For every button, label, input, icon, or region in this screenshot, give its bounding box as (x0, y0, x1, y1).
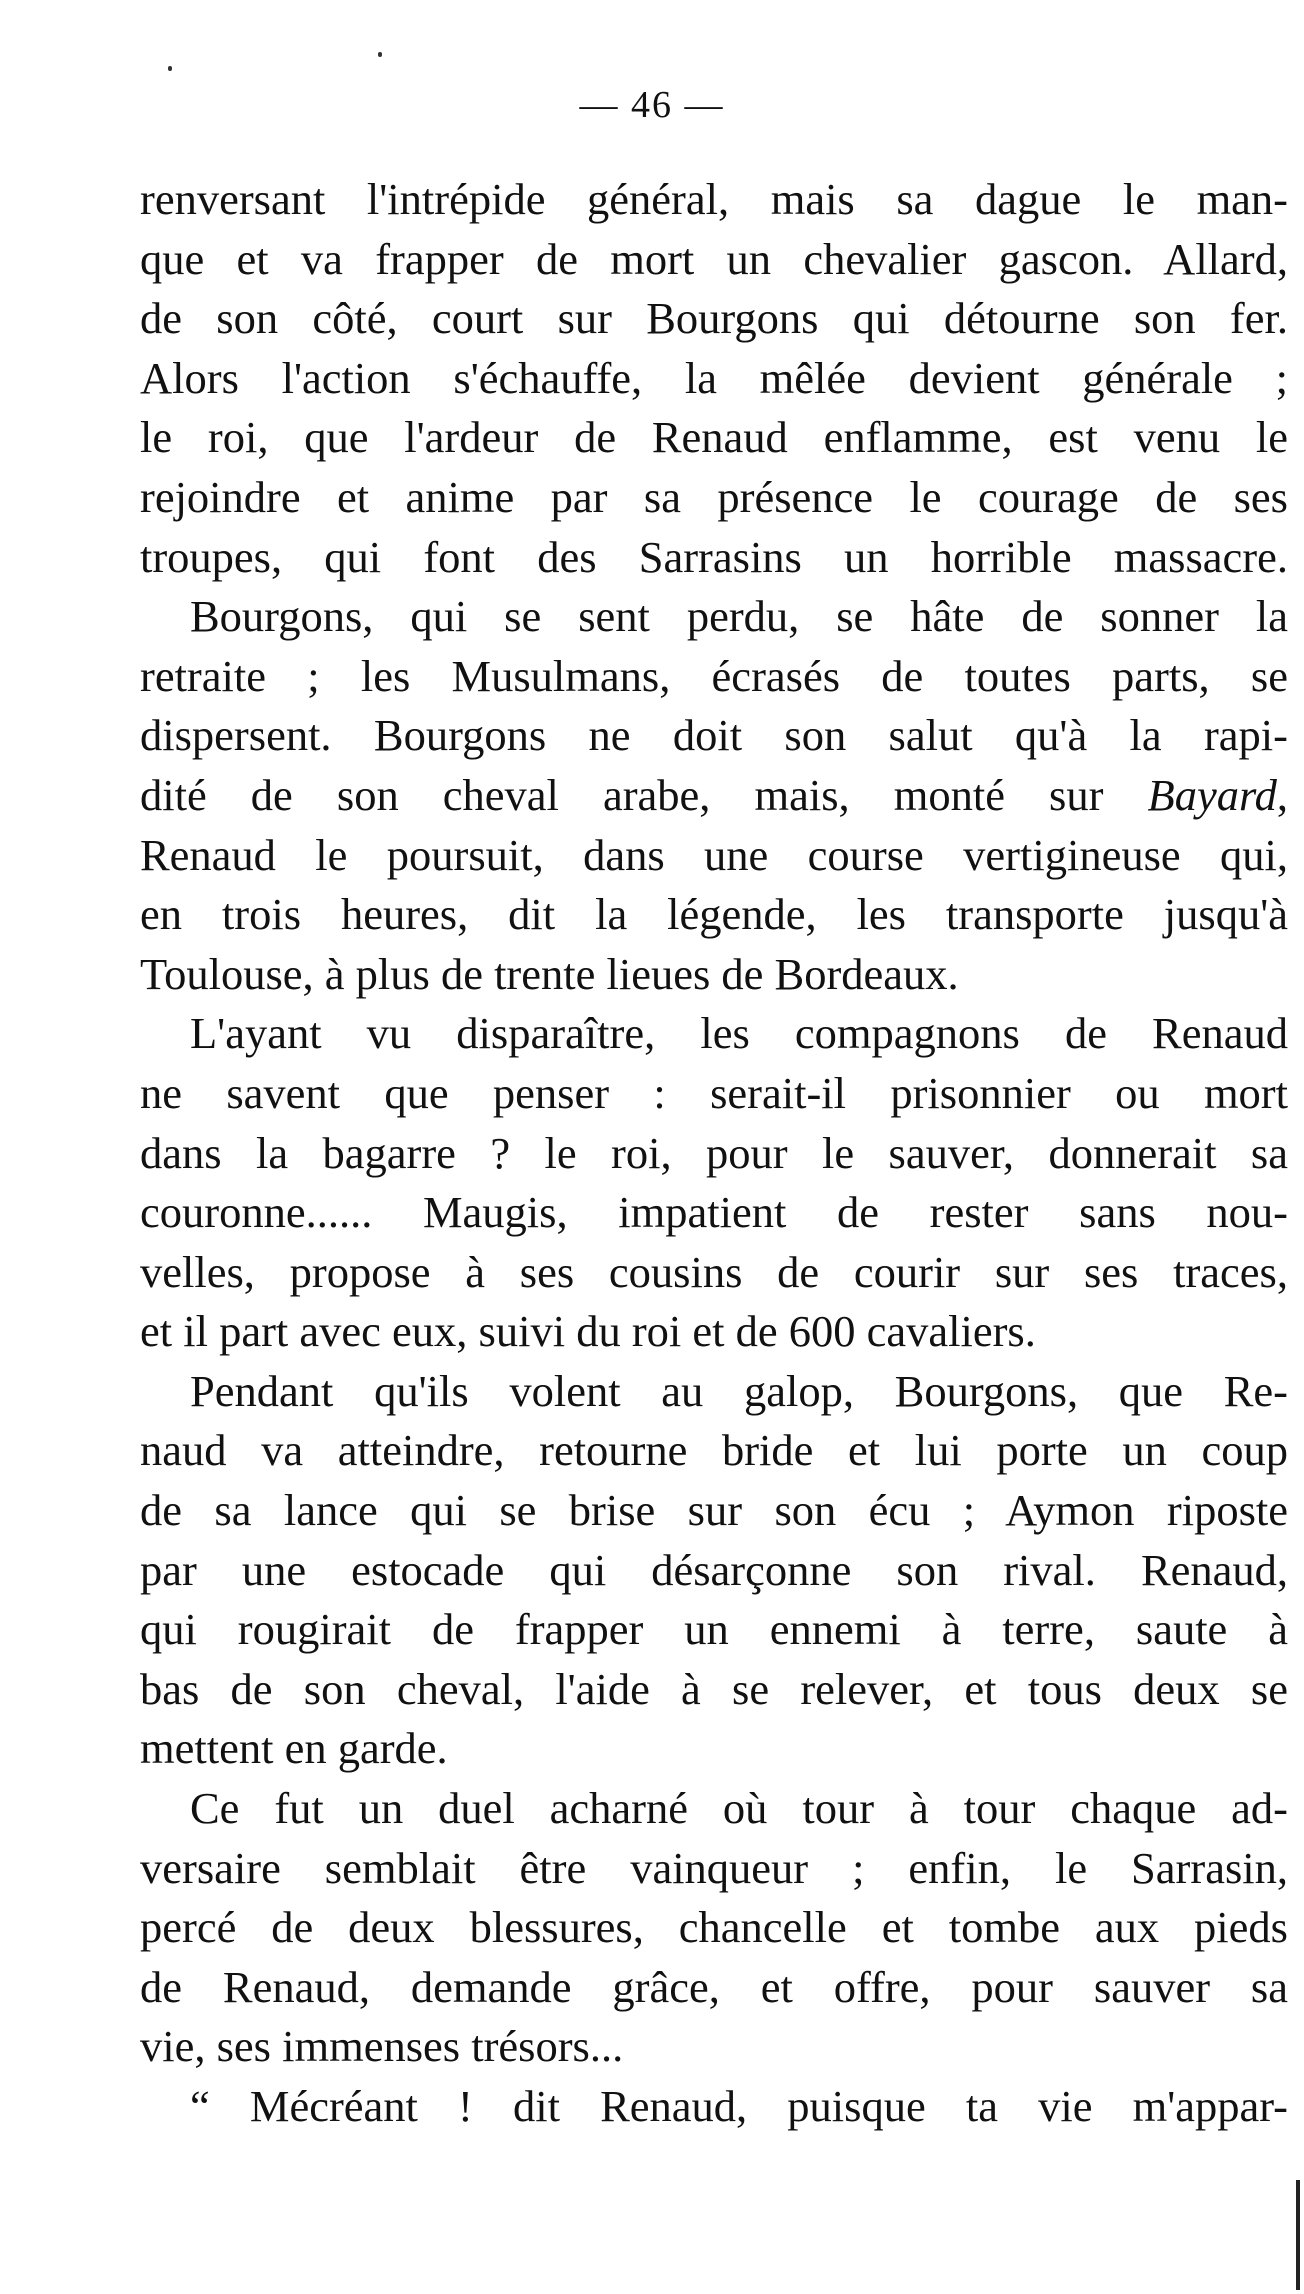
paragraph (140, 587, 1288, 1004)
paragraph (140, 1362, 1288, 1779)
paragraph (140, 2077, 1288, 2137)
text-line: de son côté, court sur Bourgons qui détourne son fer. (140, 293, 1288, 344)
text-line: Pendant qu'ils volent au galop, Bourgons, que Re- (190, 1365, 1288, 1416)
body-text (140, 170, 1288, 2137)
text-line: le roi, que l'ardeur de Renaud enflamme, est venu le (140, 412, 1288, 463)
text-line: “ Mécréant ! dit Renaud, puisque ta vie m'appar- (190, 2081, 1288, 2131)
text-line: dans la bagarre ? le roi, pour le sauver, donnerait sa (140, 1127, 1288, 1178)
text-line: naud va atteindre, retourne bride et lui porte un coup (140, 1425, 1288, 1476)
text-line: ne savent que penser : serait-il prisonnier ou mort (140, 1067, 1288, 1118)
ink-speck (378, 52, 382, 57)
text-line: velles, propose à ses cousins de courir sur ses traces, (140, 1246, 1288, 1297)
text-line: et il part avec eux, suivi du roi et de 600 cavaliers. (140, 1306, 1036, 1357)
text-line: dité de son cheval arabe, mais, monté sur Bayard, (140, 769, 1288, 820)
text-line: mettent en garde. (140, 1723, 448, 1774)
page-edge-mark (1296, 2180, 1300, 2290)
text-line: Ce fut un duel acharné où tour à tour chaque ad- (190, 1783, 1288, 1834)
text-line: Alors l'action s'échauffe, la mêlée devient générale ; (140, 352, 1288, 403)
paragraph (140, 1779, 1288, 2077)
paragraph (140, 170, 1288, 587)
paragraph (140, 1004, 1288, 1362)
ink-speck (168, 66, 172, 71)
text-line: vie, ses immenses trésors... (140, 2021, 624, 2072)
text-line: Toulouse, à plus de trente lieues de Bordeaux. (140, 948, 959, 999)
page-number: — 46 — (579, 84, 725, 126)
text-line: de sa lance qui se brise sur son écu ; Aymon riposte (140, 1485, 1288, 1536)
text-line: couronne...... Maugis, impatient de rester sans nou- (140, 1187, 1288, 1238)
text-line: en trois heures, dit la légende, les transporte jusqu'à (140, 889, 1288, 940)
text-line: Renaud le poursuit, dans une course vertigineuse qui, (140, 829, 1288, 880)
text-line: de Renaud, demande grâce, et offre, pour sauver sa (140, 1961, 1288, 2012)
text-line: bas de son cheval, l'aide à se relever, et tous deux se (140, 1663, 1288, 1714)
text-line: percé de deux blessures, chancelle et tombe aux pieds (140, 1902, 1288, 1953)
text-line: rejoindre et anime par sa présence le courage de ses (140, 471, 1288, 522)
text-line: qui rougirait de frapper un ennemi à terre, saute à (140, 1604, 1288, 1655)
text-line: troupes, qui font des Sarrasins un horrible massacre. (140, 531, 1288, 582)
text-line: L'ayant vu disparaître, les compagnons de Renaud (190, 1008, 1288, 1059)
text-line: renversant l'intrépide général, mais sa dague le man- (140, 174, 1288, 224)
text-line: que et va frapper de mort un chevalier gascon. Allard, (140, 233, 1288, 284)
text-line: par une estocade qui désarçonne son rival. Renaud, (140, 1544, 1288, 1595)
text-line: versaire semblait être vainqueur ; enfin, le Sarrasin, (140, 1842, 1288, 1893)
text-line: Bourgons, qui se sent perdu, se hâte de sonner la (190, 591, 1288, 642)
text-line: dispersent. Bourgons ne doit son salut qu'à la rapi- (140, 710, 1288, 761)
text-line: retraite ; les Musulmans, écrasés de toutes parts, se (140, 650, 1288, 701)
